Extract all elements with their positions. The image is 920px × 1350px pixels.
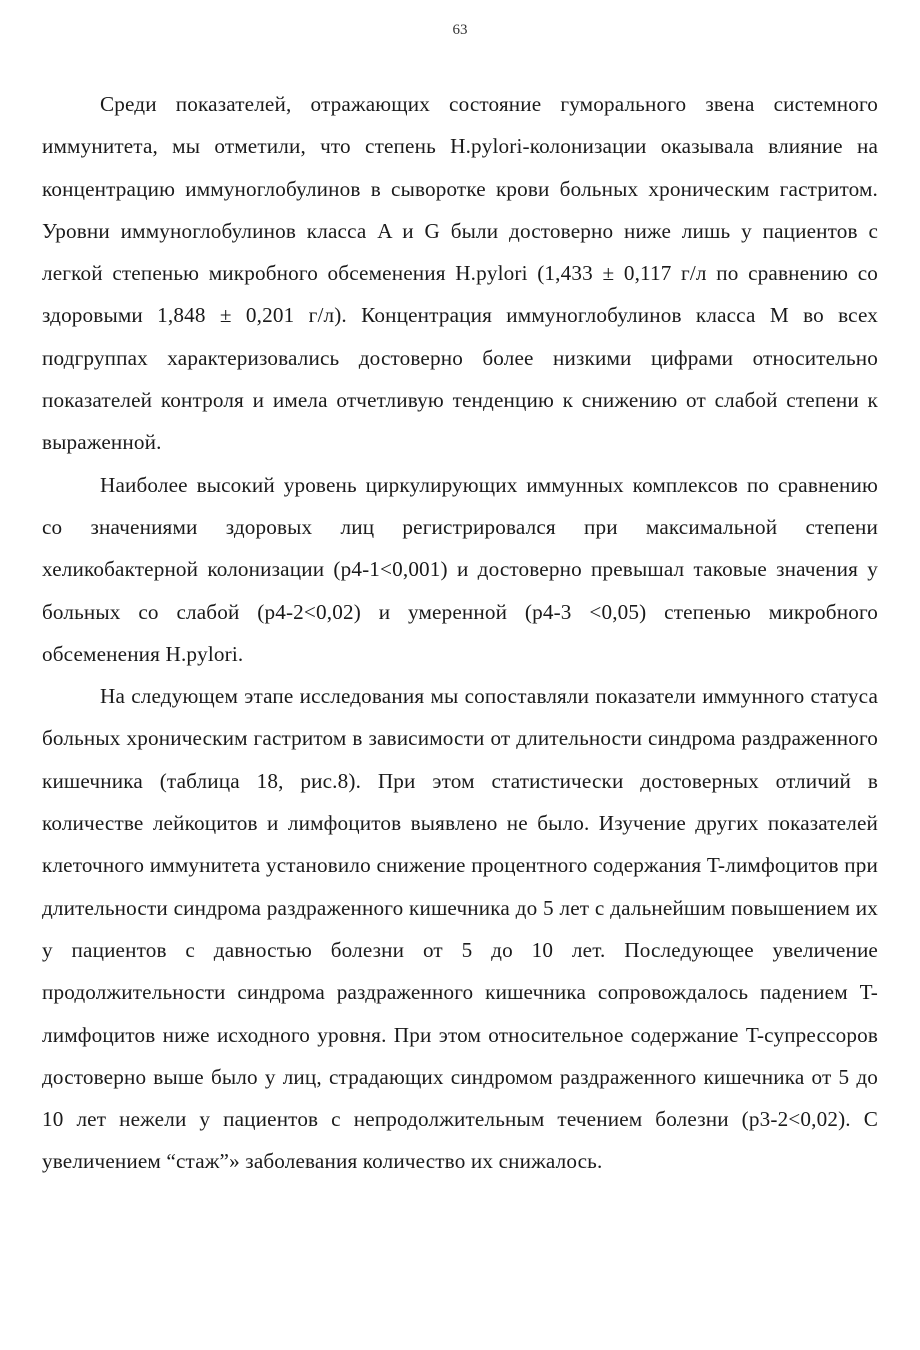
page-number: 63 — [452, 22, 468, 38]
paragraph-ibs-duration: На следующем этапе исследования мы сопоставляли показатели иммунного статуса больных хроническим гастритом в зависимости от длительности синдрома раздраженного кишечника (таблица 18, рис.8). При этом статистически достоверных отличий в количестве лейкоцитов и лимфоцитов выявлено не было. Изучение других показателей клеточного иммунитета установило снижение процентного содержания T-лимфоцитов при длительности синдрома раздраженного кишечника до 5 лет с дальнейшим повышением их у пациентов с давностью болезни от 5 до 10 лет. Последующее увеличение продолжительности синдрома раздраженного кишечника сопровождалось падением T-лимфоцитов ниже исходного уровня. При этом относительное содержание T-супрессоров достоверно выше было у лиц, страдающих синдромом раздраженного кишечника от 5 до 10 лет нежели у пациентов с непродолжительным течением болезни (p3-2<0,02). С увеличением “стаж”» заболевания количество их снижалось. — [42, 684, 878, 1174]
paragraph-humoral-immunity: Среди показателей, отражающих состояние гуморального звена системного иммунитета, мы отметили, что степень H.pylori-колонизации оказывала влияние на концентрацию иммуноглобулинов в сыворотке крови больных хроническим гастритом. Уровни иммуноглобулинов класса A и G были достоверно ниже лишь у пациентов с легкой степенью микробного обсеменения H.pylori (1,433 ± 0,117 г/л по сравнению со здоровыми 1,848 ± 0,201 г/л). Концентрация иммуноглобулинов класса M во всех подгруппах характеризовались достоверно более низкими цифрами относительно показателей контроля и имела отчетливую тенденцию к снижению от слабой степени к выраженной. — [42, 92, 878, 455]
document-body — [42, 83, 878, 1183]
paragraph-immune-complexes: Наиболее высокий уровень циркулирующих иммунных комплексов по сравнению со значениями здоровых лиц регистрировался при максимальной степени хеликобактерной колонизации (p4-1<0,001) и достоверно превышал таковые значения у больных со слабой (p4-2<0,02) и умеренной (p4-3 <0,05) степенью микробного обсеменения H.pylori. — [42, 472, 878, 666]
